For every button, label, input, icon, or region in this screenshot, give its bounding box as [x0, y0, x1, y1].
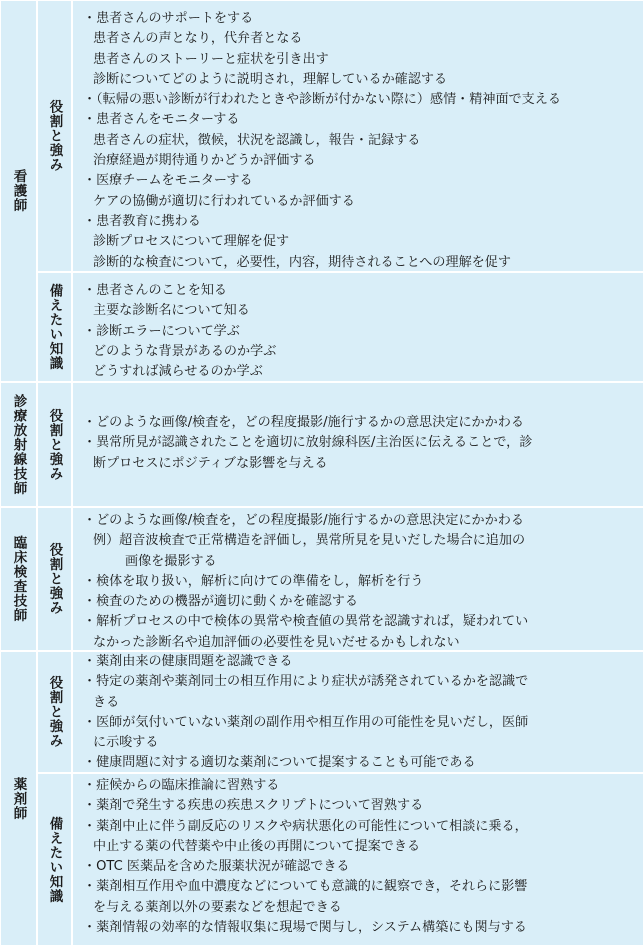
bullet-item: ・どのような画像/検査を，どの程度撮影/施行するかの意思決定にかかわる: [83, 513, 524, 528]
continuation-line: なかった診断名や追加評価の必要性を見いだせるかもしれない: [93, 634, 460, 650]
continuation-line: 患者さんの声となり，代弁者となる: [93, 31, 303, 47]
section-content: [72, 0, 644, 272]
bullet-item: ・薬剤で発生する疾患の疾患スクリプトについて習熟する: [83, 798, 424, 814]
section-label-cell: [37, 507, 72, 651]
role-cell: [0, 651, 37, 946]
line-list: [79, 652, 637, 774]
continuation-line: に示唆する: [93, 735, 159, 751]
section-label-cell: [37, 0, 72, 272]
continuation-line: きる: [93, 694, 120, 710]
bullet-item: ・OTC 医薬品を含めた服薬状況が確認できる: [83, 859, 350, 875]
section-label: 役割と強み: [46, 408, 63, 481]
section-content: [72, 507, 644, 651]
section-content: [72, 272, 644, 382]
section-label: 備えたい知識: [46, 283, 63, 371]
line-list: [79, 776, 637, 938]
section-label-cell: [37, 272, 72, 382]
section-label: 役割と強み: [46, 99, 63, 173]
role-label: 薬剤師: [10, 776, 27, 821]
role-label: 診療放射線技師: [10, 393, 27, 496]
continuation-line: 治療経過が期待通りかどうか評価する: [93, 153, 316, 169]
bullet-item: ・医師が気付いていない薬剤の副作用や相互作用の可能性を見いだし，医師: [83, 714, 529, 730]
continuation-line: ケアの協働が適切に行われているか評価する: [93, 193, 355, 209]
role-cell: [0, 507, 37, 651]
continuation-line: どうすれば減らせるのか学ぶ: [93, 364, 263, 380]
role-cell: [0, 382, 37, 507]
bullet-item: ・解析プロセスの中で検体の異常や検査値の異常を認識すれば，疑われてい: [83, 614, 529, 630]
section-content: [72, 651, 644, 773]
continuation-line: 診断プロセスについて理解を促す: [93, 234, 290, 250]
bullet-item: ・検査のための機器が適切に動くかを確認する: [83, 594, 358, 610]
role-cell: [0, 0, 37, 382]
bullet-item: ・薬剤情報の効率的な情報収集に現場で関与し，システム構築にも関与する: [83, 920, 527, 936]
section-label-cell: [37, 382, 72, 507]
bullet-item: ・症候からの臨床推論に習熟する: [83, 778, 280, 793]
bullet-item: ・検体を取り扱い，解析に向けての準備をし，解析を行う: [83, 573, 424, 589]
bullet-item: ・どのような画像/検査を，どの程度撮影/施行するかの意思決定にかかわる: [83, 415, 524, 430]
continuation-line: 例）超音波検査で正常構造を評価し，異常所見を見いだした場合に追加の: [93, 533, 526, 549]
line-list: [79, 9, 637, 273]
bullet-item: ・患者教育に携わる: [83, 213, 201, 229]
role-label: 臨床検査技師: [10, 535, 27, 623]
continuation-line: 中止する薬の代替薬や中止後の再開について提案できる: [93, 838, 421, 854]
bullet-item: ・（転帰の悪い診断が行われたときや診断が付かない際に）感情・精神面で支える: [83, 92, 561, 108]
role-label: 看護師: [10, 169, 27, 213]
bullet-item: ・患者さんのことを知る: [83, 283, 228, 298]
section-label-cell: [37, 651, 72, 773]
section-content: [72, 382, 644, 507]
section-label-cell: [37, 773, 72, 946]
bullet-item: ・医療チームをモニターする: [83, 173, 253, 189]
section-label: 役割と強み: [46, 675, 63, 749]
bullet-item: ・患者さんをモニターする: [83, 112, 240, 128]
continuation-line: 断プロセスにポジティブな影響を与える: [93, 455, 328, 471]
bullet-item: ・薬剤相互作用や血中濃度などについても意識的に観察でき，それらに影響: [83, 879, 528, 895]
bullet-item: ・薬剤由来の健康問題を認識できる: [83, 654, 293, 669]
continuation-line: 患者さんの症状，徴候，状況を認識し，報告・記録する: [93, 132, 421, 148]
line-list: [79, 413, 637, 474]
continuation-line: 画像を撮影する: [125, 553, 217, 569]
section-label: 役割と強み: [46, 542, 63, 616]
bullet-item: ・特定の薬剤や薬剤同士の相互作用により症状が誘発されているかを認識で: [83, 674, 529, 690]
section-label: 備えたい知識: [46, 816, 63, 903]
continuation-line: 患者さんのストーリーと症状を引き出す: [93, 51, 329, 67]
line-list: [79, 281, 637, 382]
section-content: [72, 773, 644, 946]
bullet-item: ・異常所見が認識されたことを適切に放射線科医/主治医に伝えることで，診: [83, 435, 533, 451]
bullet-item: ・薬剤中止に伴う副反応のリスクや病状悪化の可能性について相談に乗る，: [83, 818, 528, 834]
line-list: [79, 511, 637, 653]
bullet-item: ・診断エラーについて学ぶ: [83, 323, 240, 339]
bullet-item: ・患者さんのサポートをする: [83, 11, 254, 26]
bullet-item: ・健康問題に対する適切な薬剤について提案することも可能である: [83, 755, 476, 771]
continuation-line: どのような背景があるのか学ぶ: [93, 343, 277, 359]
continuation-line: 診断的な検査について，必要性，内容，期待されることへの理解を促す: [93, 254, 511, 270]
continuation-line: を与える薬剤以外の要素などを想起できる: [93, 899, 342, 915]
continuation-line: 診断についてどのように説明され，理解しているか確認する: [93, 71, 448, 87]
continuation-line: 主要な診断名について知る: [93, 303, 250, 319]
